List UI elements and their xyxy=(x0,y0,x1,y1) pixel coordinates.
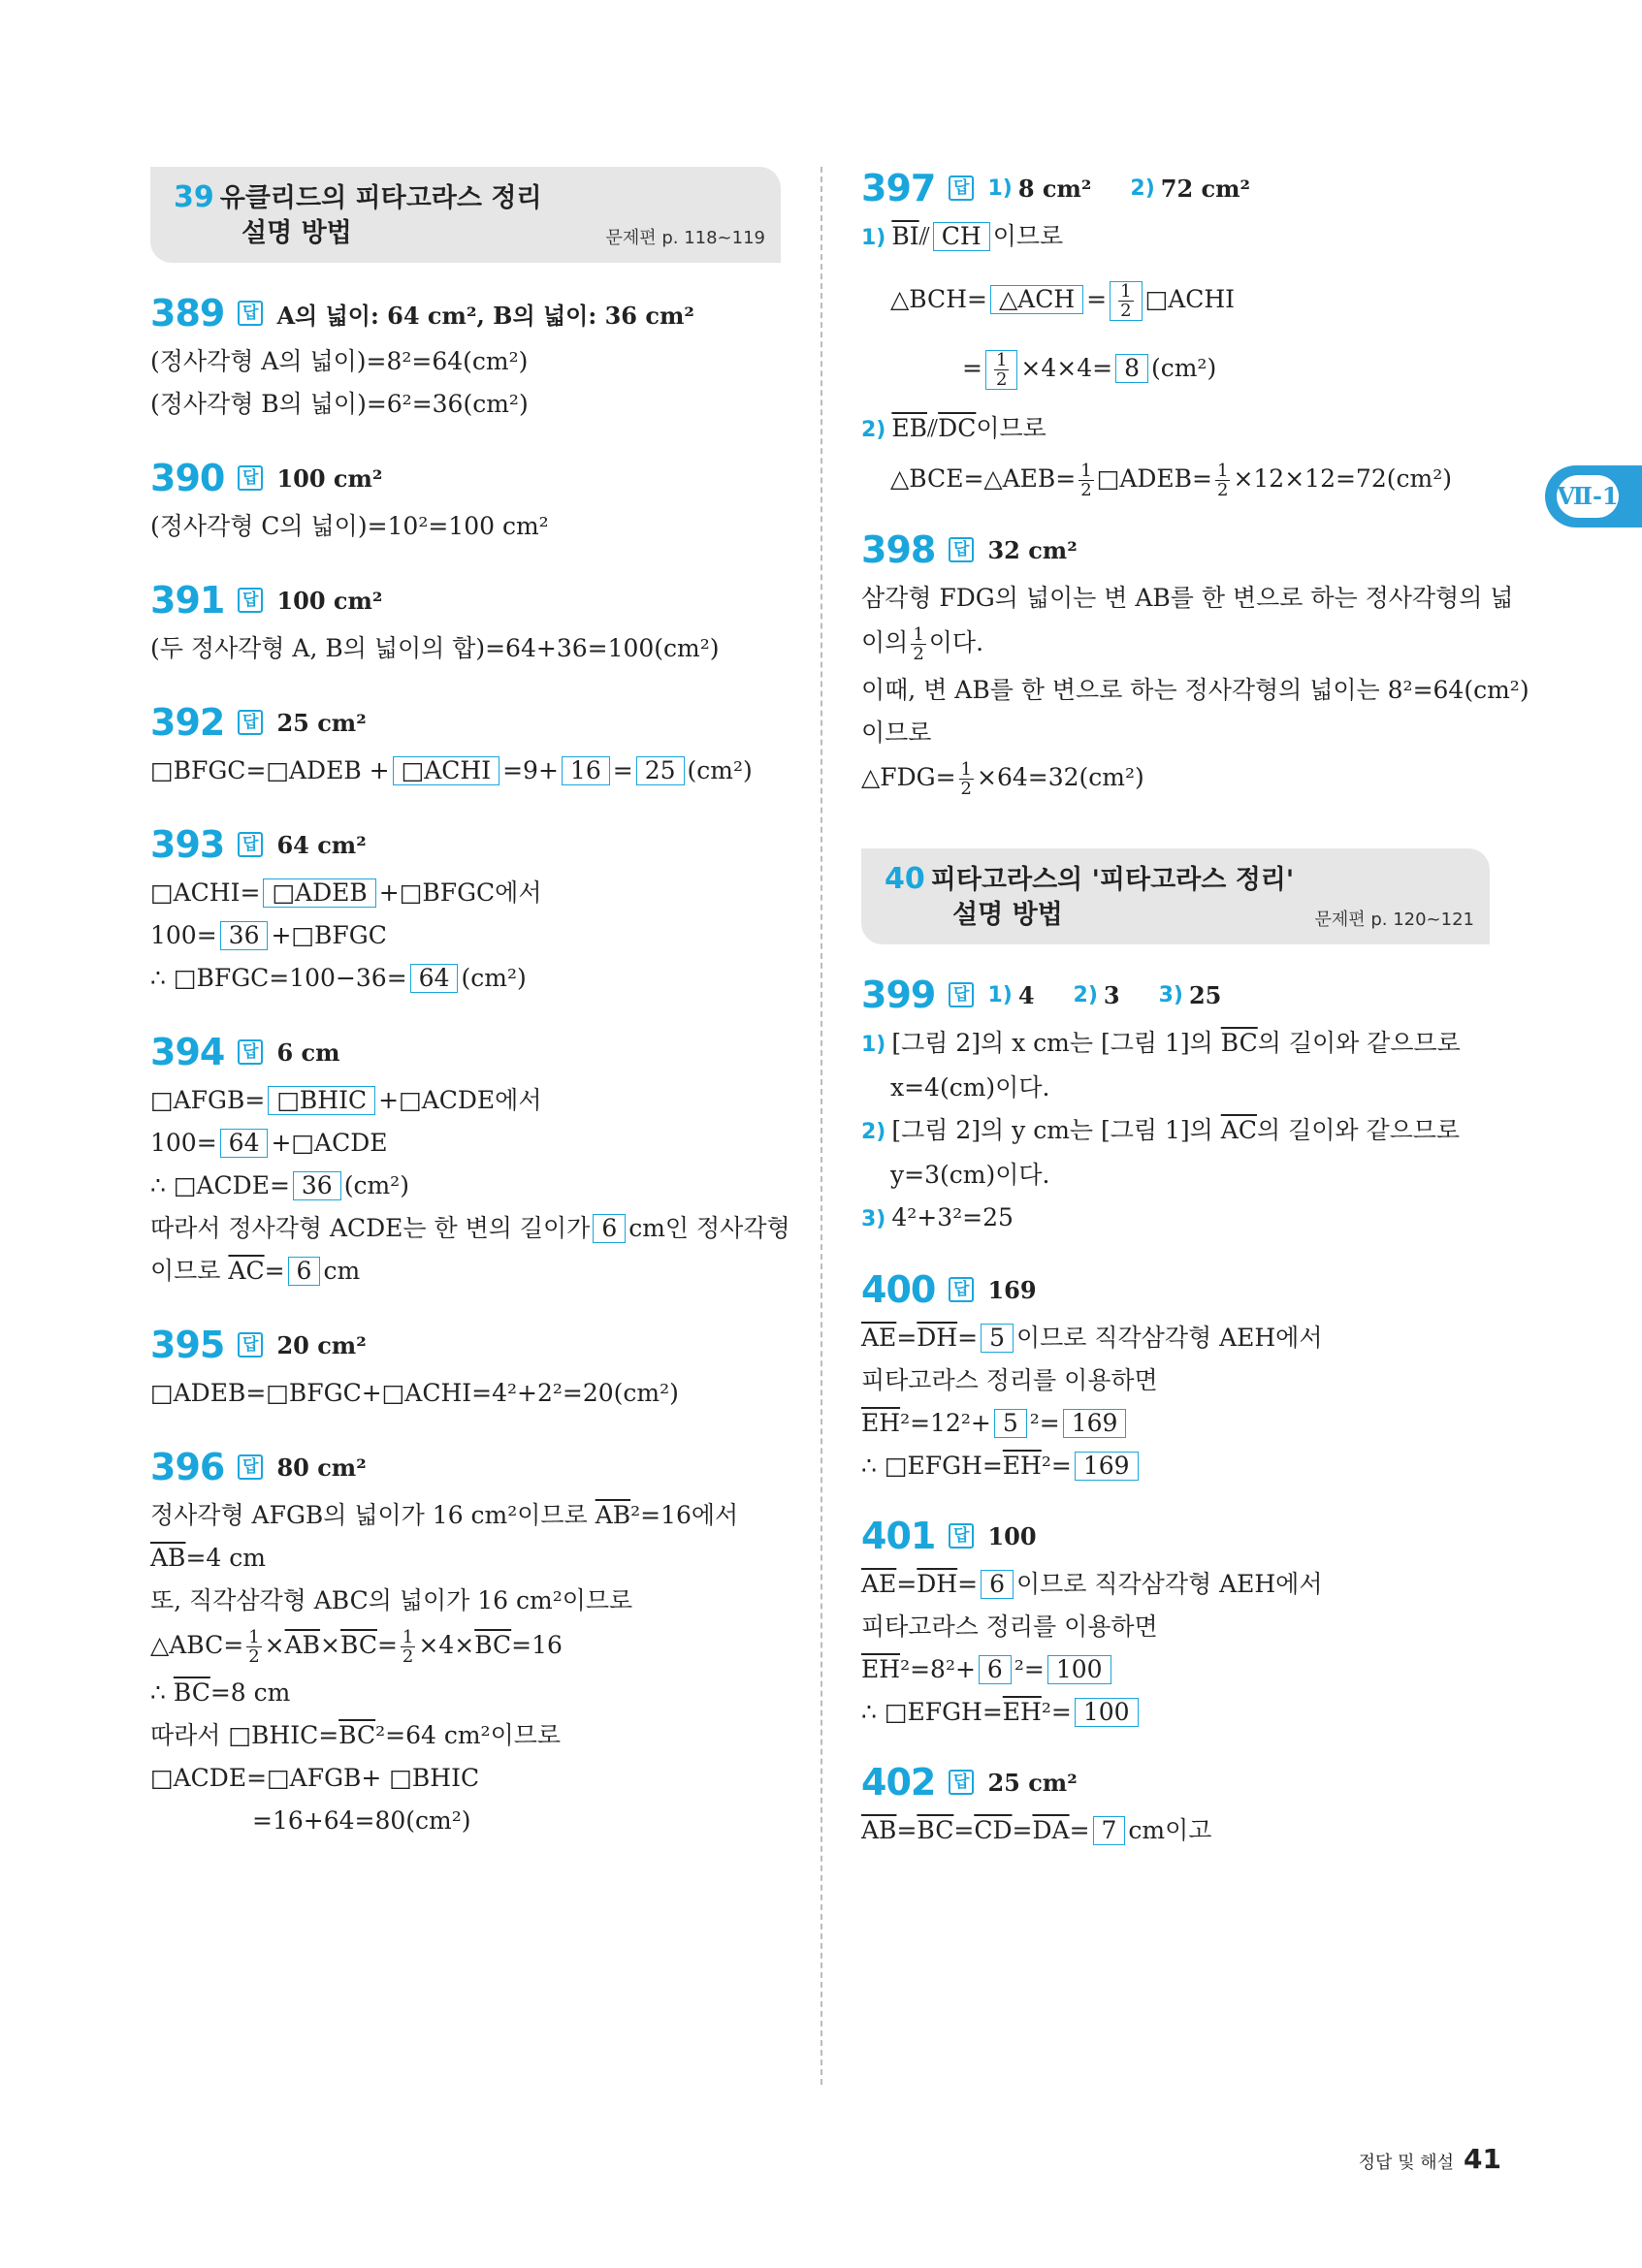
solution-line: 100= 64 +□ACDE xyxy=(150,1129,388,1157)
solution-line: 이므로 xyxy=(861,719,932,747)
solution-line: 100= 36 +□BFGC xyxy=(150,921,387,949)
solution-line: △ABC= $\frac{1}{2}$ $\times\overline{AB}\times\overline{BC}=$ $\frac{1}{2}$ $\times 4\times\overline{BC}=16$ xyxy=(150,1627,563,1667)
problem-number: 389 xyxy=(150,292,225,335)
solution-line: =16+64=80(cm²) xyxy=(252,1806,471,1835)
solution-line: □ADEB=□BFGC+□ACHI=4²+2²=20(cm²) xyxy=(150,1379,679,1407)
problem-number: 397 xyxy=(861,167,936,209)
solution-line: 따라서 정사각형 ACDE는 한 변의 길이가 6 cm인 정사각형 xyxy=(150,1214,790,1242)
blank-box: 64 xyxy=(410,964,459,993)
solution-line: = $\frac{1}{2}$ ×4×4= 8 (cm²) xyxy=(962,350,1217,390)
answer: 32 cm² xyxy=(987,535,1078,564)
problem-number: 391 xyxy=(150,579,225,622)
problem-number: 396 xyxy=(150,1446,225,1488)
solution-line: 이때, 변 AB를 한 변으로 하는 정사각형의 넓이는 8²=64(cm²) xyxy=(861,676,1529,704)
problem-396 xyxy=(150,1446,781,1488)
answer: 72 cm² xyxy=(1160,174,1251,203)
answer: 3 xyxy=(1103,980,1120,1009)
solution-line: 삼각형 FDG의 넓이는 변 AB를 한 변으로 하는 정사각형의 넓 xyxy=(861,584,1514,612)
section-title-line2: 설명 방법 xyxy=(952,900,1063,930)
problem-number: 392 xyxy=(150,701,225,744)
solution-line: △FDG= $\frac{1}{2}$ ×64=32(cm²) xyxy=(861,759,1144,799)
answer: 25 cm² xyxy=(276,708,367,737)
blank-box: 7 xyxy=(1093,1816,1126,1845)
answer-badge: 답 xyxy=(949,176,974,201)
problem-389 xyxy=(150,292,781,335)
section-40-header xyxy=(861,848,1490,944)
blank-box: 5 xyxy=(994,1409,1027,1438)
solution-line: ∴ $□EFGH=\overline{EH}^2= 169$ xyxy=(861,1451,1490,1482)
problem-395 xyxy=(150,1324,781,1366)
answer-badge: 답 xyxy=(949,982,974,1007)
solution-line: □BFGC=□ADEB + □ACHI =9+ 16 = 25 (cm²) xyxy=(150,756,753,784)
section-number: 39 xyxy=(174,180,214,214)
problem-399: 399 답 1) 4 2) 3 3) 25 xyxy=(861,974,1222,1016)
solution-line: 정사각형 AFGB의 넓이가 16 cm²이므로 $\overline{AB}^2=16$에서 xyxy=(150,1501,739,1529)
problem-392 xyxy=(150,701,781,744)
solution-line: ∴ □ACDE= 36 (cm²) xyxy=(150,1171,409,1199)
solution-line: $\overline{AB}=\overline{BC}=\overline{CD}=\overline{DA}= 7$ cm이고 xyxy=(861,1816,1212,1844)
answer: 100 xyxy=(987,1521,1037,1550)
problem-number: 401 xyxy=(861,1515,936,1557)
answer-badge: 답 xyxy=(238,710,263,735)
section-title: 유클리드의 피타고라스 정리 xyxy=(219,183,542,213)
answer-badge: 답 xyxy=(949,1523,974,1549)
problem-number: 398 xyxy=(861,528,936,571)
problem-393 xyxy=(150,823,781,866)
solution-line: ∴ $□EFGH=\overline{EH}^2= 100$ xyxy=(861,1697,1490,1728)
problem-402 xyxy=(861,1761,1490,1804)
problem-number: 395 xyxy=(150,1324,225,1366)
blank-box: 6 xyxy=(979,1655,1012,1684)
blank-box: 6 xyxy=(288,1257,321,1286)
solution-line: (정사각형 A의 넓이)=8²=64(cm²) xyxy=(150,347,529,375)
answer: 20 cm² xyxy=(276,1330,367,1359)
blank-box: 169 xyxy=(1063,1409,1127,1438)
answer: 100 cm² xyxy=(276,463,383,493)
solution-line: x=4(cm)이다. xyxy=(890,1073,1050,1102)
blank-box: 64 xyxy=(220,1129,269,1158)
solution-line: □ACDE=□AFGB+ □BHIC xyxy=(150,1764,480,1792)
solution-line: 피타고라스 정리를 이용하면 xyxy=(861,1613,1158,1641)
answer: 25 xyxy=(1188,980,1222,1009)
problem-401 xyxy=(861,1515,1490,1557)
solution-line: 이므로 $\overline{AC}= 6$ cm xyxy=(150,1257,361,1285)
section-title-line2: 설명 방법 xyxy=(241,218,352,248)
section-ref: 문제편 p. 118~119 xyxy=(605,228,765,248)
answer-badge: 답 xyxy=(238,832,263,857)
solution-line: 2) [그림 2]의 y cm는 [그림 1]의 $\overline{AC}$의 길이와 같으므로 xyxy=(861,1116,1461,1144)
solution-line: $\overline{AB}=4$ cm xyxy=(150,1544,266,1572)
chapter-tab-label: Ⅶ-1 xyxy=(1557,475,1619,518)
right-column xyxy=(861,167,1529,1846)
blank-box: 6 xyxy=(981,1570,1014,1599)
blank-box: 6 xyxy=(593,1214,626,1243)
answer: 100 cm² xyxy=(276,586,383,615)
problem-394 xyxy=(150,1031,781,1073)
solution-line: □AFGB= □BHIC +□ACDE에서 xyxy=(150,1086,542,1114)
answer: A의 넓이: 64 cm², B의 넓이: 36 cm² xyxy=(276,301,694,330)
answer: 80 cm² xyxy=(276,1453,367,1482)
blank-box: 25 xyxy=(636,756,685,785)
solution-line: 1) [그림 2]의 x cm는 [그림 1]의 $\overline{BC}$의 길이와 같으므로 xyxy=(861,1029,1461,1057)
solution-line: (정사각형 B의 넓이)=6²=36(cm²) xyxy=(150,390,529,418)
problem-391 xyxy=(150,579,781,622)
problem-390 xyxy=(150,457,781,499)
solution-line: △BCE=△AEB= $\frac{1}{2}$ □ADEB= $\frac{1}{2}$ ×12×12=72(cm²) xyxy=(890,461,1452,500)
answer: 6 cm xyxy=(276,1038,340,1067)
blank-box: □ACHI xyxy=(393,756,499,785)
solution-line: △BCH= △ACH = $\frac{1}{2}$ □ACHI xyxy=(890,281,1236,321)
solution-line: $\overline{EH}^2=8^2+ 6$ ²= 100 xyxy=(861,1654,1490,1685)
answer: 8 cm² xyxy=(1017,174,1092,203)
answer: 64 cm² xyxy=(276,830,367,859)
section-title: 피타고라스의 '피타고라스 정리' xyxy=(930,865,1295,895)
section-ref: 문제편 p. 120~121 xyxy=(1314,910,1474,930)
solution-line: ∴ $\overline{BC}=8$ cm xyxy=(150,1678,291,1707)
problem-397: 397 답 1) 8 cm² 2) 72 cm² xyxy=(861,167,1251,209)
answer-badge: 답 xyxy=(238,1454,263,1480)
solution-line: 3) 4²+3²=25 xyxy=(861,1203,1014,1231)
blank-box: $\frac{1}{2}$ xyxy=(1110,281,1142,321)
page-number: 41 xyxy=(1464,2143,1501,2175)
solution-line: 또, 직각삼각형 ABC의 넓이가 16 cm²이므로 xyxy=(150,1586,633,1614)
problem-400 xyxy=(861,1268,1490,1311)
blank-box: 100 xyxy=(1047,1655,1111,1684)
answer-badge: 답 xyxy=(238,1039,263,1065)
blank-box: 5 xyxy=(981,1324,1014,1353)
problem-number: 390 xyxy=(150,457,225,499)
section-39-header xyxy=(150,167,781,263)
solution-line: ∴ □BFGC=100−36= 64 (cm²) xyxy=(150,964,527,992)
answer-badge: 답 xyxy=(949,537,974,562)
problem-398 xyxy=(861,528,1490,571)
blank-box: 100 xyxy=(1075,1698,1139,1727)
column-divider xyxy=(821,167,822,2085)
blank-box: 36 xyxy=(293,1171,341,1200)
solution-line: 피타고라스 정리를 이용하면 xyxy=(861,1366,1158,1394)
answer-badge: 답 xyxy=(238,1332,263,1358)
footer-label: 정답 및 해설 xyxy=(1358,2153,1455,2173)
chapter-tab xyxy=(1545,465,1642,527)
blank-box: 169 xyxy=(1075,1452,1139,1481)
blank-box: CH xyxy=(933,222,990,251)
solution-line: 이의 $\frac{1}{2}$ 이다. xyxy=(861,624,984,664)
solution-line: $\overline{EH}^2=12^2+ 5$ ²= 169 xyxy=(861,1408,1490,1439)
problem-number: 400 xyxy=(861,1268,936,1311)
solution-line: (정사각형 C의 넓이)=10²=100 cm² xyxy=(150,512,549,540)
solution-line: □ACHI= □ADEB +□BFGC에서 xyxy=(150,878,542,907)
solution-line: 1) $\overline{BI}⫽$ CH 이므로 xyxy=(861,222,1064,250)
answer: 25 cm² xyxy=(987,1768,1078,1797)
problem-number: 393 xyxy=(150,823,225,866)
answer-badge: 답 xyxy=(238,301,263,326)
blank-box: 16 xyxy=(562,756,610,785)
section-number: 40 xyxy=(885,862,925,896)
problem-number: 394 xyxy=(150,1031,225,1073)
page-footer xyxy=(1359,2143,1501,2175)
solution-line: $\overline{AE}=\overline{DH}= 5$ 이므로 직각삼각형 AEH에서 xyxy=(861,1324,1323,1352)
solution-line: 2) $\overline{EB}⫽\overline{DC}$이므로 xyxy=(861,414,1046,442)
blank-box: □ADEB xyxy=(263,878,375,908)
answer-badge: 답 xyxy=(238,588,263,613)
solution-line: y=3(cm)이다. xyxy=(890,1161,1050,1189)
solution-line: $\overline{AE}=\overline{DH}= 6$ 이므로 직각삼각형 AEH에서 xyxy=(861,1570,1323,1598)
problem-number: 399 xyxy=(861,974,936,1016)
blank-box: $\frac{1}{2}$ xyxy=(985,350,1017,390)
solution-line: 따라서 $□BHIC=\overline{BC}^2=64$ cm²이므로 xyxy=(150,1721,562,1749)
answer-badge: 답 xyxy=(238,465,263,491)
blank-box: △ACH xyxy=(990,285,1083,314)
answer: 169 xyxy=(987,1275,1037,1304)
answer-badge: 답 xyxy=(949,1277,974,1302)
problem-number: 402 xyxy=(861,1761,936,1804)
answer: 4 xyxy=(1017,980,1035,1009)
left-column xyxy=(150,167,790,1837)
blank-box: 36 xyxy=(220,921,269,950)
solution-line: (두 정사각형 A, B의 넓이의 합)=64+36=100(cm²) xyxy=(150,634,720,662)
answer-badge: 답 xyxy=(949,1770,974,1795)
blank-box: 8 xyxy=(1115,354,1148,383)
blank-box: □BHIC xyxy=(268,1086,375,1115)
